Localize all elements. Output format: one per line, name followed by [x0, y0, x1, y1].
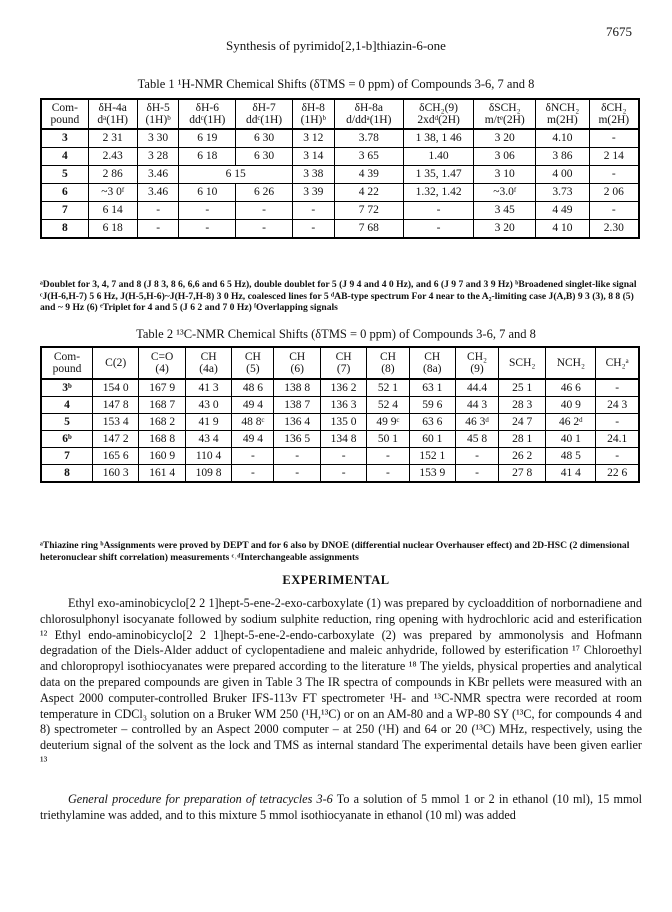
table2-cell: 27 8 [499, 465, 546, 483]
table1 [40, 98, 640, 239]
table1-cell: 3 12 [292, 129, 334, 148]
table2-cell: - [232, 448, 274, 465]
table2-cell: 160 3 [93, 465, 139, 483]
table1-cell: - [292, 202, 334, 220]
table2-cell: 167 9 [139, 379, 185, 397]
table1-cell: 6 26 [236, 184, 293, 202]
table2-row [41, 431, 639, 448]
table2-cell: 44.4 [455, 379, 498, 397]
table1-cell: ~3.0ᶠ [474, 184, 536, 202]
table1-cell: 3 20 [474, 220, 536, 239]
table1-header-cell: δH-8 (1H)ᵇ [292, 99, 334, 129]
table2-row [41, 397, 639, 414]
table1-cell: 3 38 [292, 166, 334, 184]
table2-header-cell: CH (6) [274, 347, 320, 379]
table1-cell: 3.73 [536, 184, 589, 202]
table2-cell: 168 7 [139, 397, 185, 414]
table2-cell: - [455, 465, 498, 483]
table2-cell: 28 3 [499, 397, 546, 414]
table2-cell: 46 3ᵈ [455, 414, 498, 431]
table2-cell: 168 8 [139, 431, 185, 448]
table1-cell: 3.78 [334, 129, 403, 148]
table1-cell: 2 86 [88, 166, 137, 184]
table2-cell: 161 4 [139, 465, 185, 483]
table2-cell: 24 7 [499, 414, 546, 431]
table2-cell: 48 6 [232, 379, 274, 397]
table1-cell: 1.32, 1.42 [403, 184, 473, 202]
table1-cell: 3 [41, 129, 88, 148]
table1-cell: 6 30 [236, 129, 293, 148]
table2-cell: 52 1 [367, 379, 409, 397]
table2-cell: 147 8 [93, 397, 139, 414]
table1-cell: 1 35, 1.47 [403, 166, 473, 184]
table1-cell: - [137, 202, 179, 220]
table1-row [41, 184, 639, 202]
table1-cell: - [137, 220, 179, 239]
table2-cell: - [274, 465, 320, 483]
table1-cell: 3.46 [137, 184, 179, 202]
table1-cell: 3 20 [474, 129, 536, 148]
table1-cell: - [589, 166, 639, 184]
table2-cell: 168 2 [139, 414, 185, 431]
table2-cell: - [367, 465, 409, 483]
table1-cell: 4 10 [536, 220, 589, 239]
table1-cell: 3 65 [334, 148, 403, 166]
table2-cell: 136 3 [320, 397, 366, 414]
table2-cell: - [367, 448, 409, 465]
table1-cell: 6 10 [179, 184, 236, 202]
table1-header-cell: δSCH₂ m/tᵉ(2H) [474, 99, 536, 129]
table1-cell: 6 18 [179, 148, 236, 166]
table1-cell: - [236, 202, 293, 220]
table1-header-row [41, 99, 639, 129]
table1-cell: 3 86 [536, 148, 589, 166]
table1-footnote: ᵃDoublet for 3, 4, 7 and 8 (J 8 3, 8 6, 6,6 and 6 5 Hz), double doublet for 5 (J 9 4 and 4 0 Hz), and 6 (J 9 7 and 3 9 Hz) ᵇBroadened singlet-like signal ᶜJ(H-6,H-7) 5 6 Hz, J(H-5,H-6)~J(H-7,H-8) 3 0 Hz, coalesced lines for 5 ᵈAB-type spectrum For 4 near to the A₂-limiting case J(A,B) 9 3 (3), 8 8 (5) and ~ 9 Hz (6) ᵉTriplet for 4 and 5 (J 6 2 and 7 0 Hz) ᶠOverlapping signals [40, 279, 637, 313]
table1-cell: 6 19 [179, 129, 236, 148]
table2-cell: 63 1 [409, 379, 455, 397]
table1-cell: 6 15 [179, 166, 292, 184]
table2-cell: 153 4 [93, 414, 139, 431]
table2-cell: 24 3 [596, 397, 639, 414]
table2-cell: 41 9 [185, 414, 231, 431]
table2-cell: 110 4 [185, 448, 231, 465]
table1-cell: 1.40 [403, 148, 473, 166]
table1-cell: - [589, 202, 639, 220]
table2-cell: - [232, 465, 274, 483]
table2-cell: 49 4 [232, 431, 274, 448]
table1-cell: 3 45 [474, 202, 536, 220]
table1-cell: - [179, 220, 236, 239]
table2-cell: 3ᵇ [41, 379, 93, 397]
table2-cell: 109 8 [185, 465, 231, 483]
table2-cell: 165 6 [93, 448, 139, 465]
table2-cell: 50 1 [367, 431, 409, 448]
table1-header-cell: Com- pound [41, 99, 88, 129]
table1-header-cell: δCH₂(9) 2xdᵈ(2H) [403, 99, 473, 129]
table1-cell: - [403, 220, 473, 239]
table2-cell: 6ᵇ [41, 431, 93, 448]
running-head: Synthesis of pyrimido[2,1-b]thiazin-6-one [226, 38, 446, 53]
table1-cell: - [403, 202, 473, 220]
table2-cell: 28 1 [499, 431, 546, 448]
table1-header-cell: δH-5 (1H)ᵇ [137, 99, 179, 129]
table2-cell: 48 8ᶜ [232, 414, 274, 431]
table2-cell: 4 [41, 397, 93, 414]
table1-cell: 4 00 [536, 166, 589, 184]
table2-cell: 24.1 [596, 431, 639, 448]
table1-cell: ~3 0ᶠ [88, 184, 137, 202]
procedure-text: To a solution of 5 mmol 1 or 2 in ethanol (10 ml), 15 mmol triethylamine was added, and to this mixture 5 mmol isothiocyanate in ethanol (10 ml) was added [40, 792, 643, 822]
table2-row [41, 465, 639, 483]
table2-cell: 41 4 [546, 465, 596, 483]
table2-cell: 135 0 [320, 414, 366, 431]
table2 [40, 346, 640, 483]
table2-cell: - [596, 448, 639, 465]
table2-cell: 22 6 [596, 465, 639, 483]
table2-caption: Table 2 ¹³C-NMR Chemical Shifts (δTMS = 0 ppm) of Compounds 3-6, 7 and 8 [136, 327, 536, 341]
table2-footnote: ᵃThiazine ring ᵇAssignments were proved by DEPT and for 6 also by DNOE (differential nuclear Overhauser effect) and 2D-HSC (2 dimensional heteronuclear shift correlation) measurements ᶜ˒ᵈInterchangeable assignments [40, 540, 630, 563]
table1-cell: - [236, 220, 293, 239]
table2-cell: 46 6 [546, 379, 596, 397]
table1-cell: 3 39 [292, 184, 334, 202]
table1-cell: 7 68 [334, 220, 403, 239]
table2-header-cell: CH₂ᵃ [596, 347, 639, 379]
table2-cell: 43 0 [185, 397, 231, 414]
table1-cell: 6 14 [88, 202, 137, 220]
table1-caption: Table 1 ¹H-NMR Chemical Shifts (δTMS = 0 ppm) of Compounds 3-6, 7 and 8 [137, 77, 535, 91]
table2-cell: 136 2 [320, 379, 366, 397]
table2-cell: 44 3 [455, 397, 498, 414]
table2-header-cell: CH (8a) [409, 347, 455, 379]
table2-cell: 49 4 [232, 397, 274, 414]
table1-cell: 7 72 [334, 202, 403, 220]
table2-cell: 5 [41, 414, 93, 431]
table2-cell: 147 2 [93, 431, 139, 448]
table2-cell: 138 8 [274, 379, 320, 397]
page-number: 7675 [606, 24, 632, 39]
table1-cell: - [179, 202, 236, 220]
table1-cell: 3.46 [137, 166, 179, 184]
table1-header-cell: δCH₂ m(2H) [589, 99, 639, 129]
table2-cell: 26 2 [499, 448, 546, 465]
table2-cell: 134 8 [320, 431, 366, 448]
table2-cell: 40 1 [546, 431, 596, 448]
table2-header-row [41, 347, 639, 379]
table2-cell: - [596, 414, 639, 431]
table1-header-cell: δH-6 ddᶜ(1H) [179, 99, 236, 129]
table2-header-cell: C(2) [93, 347, 139, 379]
table2-header-cell: NCH₂ [546, 347, 596, 379]
table2-cell: 59 6 [409, 397, 455, 414]
table1-cell: 3 06 [474, 148, 536, 166]
table2-header-cell: CH (7) [320, 347, 366, 379]
table1-cell: 2.43 [88, 148, 137, 166]
table1-cell: 7 [41, 202, 88, 220]
table2-cell: 60 1 [409, 431, 455, 448]
paragraph-experimental: Ethyl exo-aminobicyclo[2 2 1]hept-5-ene-2-exo-carboxylate (1) was prepared by cycloaddition of norbornadiene and chlorosulphonyl isocyanate followed by sodium sulphite reduction, ring opening with hydrochloric acid and esterification ¹² Ethyl endo-aminobicyclo[2 2 1]hept-5-ene-2-endo-carboxylate (2) was prepared by ammonolysis and Hofmann degradation of the Diels-Alder adduct of cyclopentadiene and maleic anhydride, followed by esterification ¹⁷ Chloroethyl and chloropropyl isothiocyanates were prepared according to the literature ¹⁸ The yields, physical properties and analytical data on the prepared compounds are given in Table 3 The IR spectra of compounds in KBr pellets were measured with an Aspect 2000 computer-controlled Bruker IFS-113v FT spectrometer ¹H- and ¹³C-NMR spectra were recorded at room temperature in CDCl₃ solution on a Bruker WM 250 (¹H,¹³C) or on an AM-80 and a WP-80 SY (¹³C, for compounds 4 and 8) spectrometer – controlled by an Aspect 2000 computer – at 250 (¹H) and 64 or 20 (¹³C) MHz, respectively, using the deuterium signal of the solvent as the lock and TMS as internal standard The experimental details have been given earlier ¹³ [40, 596, 642, 768]
table1-row [41, 220, 639, 239]
table1-header-cell: δNCH₂ m(2H) [536, 99, 589, 129]
table2-cell: 136 4 [274, 414, 320, 431]
table1-cell: 6 18 [88, 220, 137, 239]
table1-row [41, 166, 639, 184]
paragraph-general-procedure [40, 792, 642, 824]
table1-cell: 4 [41, 148, 88, 166]
table1-cell: 4.10 [536, 129, 589, 148]
table1-cell: - [292, 220, 334, 239]
table2-cell: 160 9 [139, 448, 185, 465]
table1-cell: 8 [41, 220, 88, 239]
table1-header-cell: δH-4a dᵃ(1H) [88, 99, 137, 129]
table2-header-cell: CH₂ (9) [455, 347, 498, 379]
table1-cell: 3 14 [292, 148, 334, 166]
table2-cell: 43 4 [185, 431, 231, 448]
table2-cell: - [455, 448, 498, 465]
table2-cell: 7 [41, 448, 93, 465]
table2-cell: 46 2ᵈ [546, 414, 596, 431]
table1-header-cell: δH-7 ddᶜ(1H) [236, 99, 293, 129]
table2-row [41, 414, 639, 431]
table2-row [41, 448, 639, 465]
table2-cell: 63 6 [409, 414, 455, 431]
table2-header-cell: C=O (4) [139, 347, 185, 379]
table2-cell: 25 1 [499, 379, 546, 397]
table2-cell: 154 0 [93, 379, 139, 397]
table1-cell: 6 30 [236, 148, 293, 166]
table1-cell: 2 14 [589, 148, 639, 166]
table1-cell: 6 [41, 184, 88, 202]
table2-cell: 48 5 [546, 448, 596, 465]
table2-header-cell: CH (8) [367, 347, 409, 379]
section-heading: EXPERIMENTAL [282, 573, 390, 587]
table1-cell: 3 10 [474, 166, 536, 184]
table2-cell: 152 1 [409, 448, 455, 465]
table1-cell: - [589, 129, 639, 148]
table1-cell: 2 31 [88, 129, 137, 148]
table1-row [41, 148, 639, 166]
table1-header-cell: δH-8a d/ddᵃ(1H) [334, 99, 403, 129]
table2-cell: 45 8 [455, 431, 498, 448]
table2-cell: - [274, 448, 320, 465]
table1-cell: 2 06 [589, 184, 639, 202]
table2-cell: - [320, 465, 366, 483]
table1-cell: 5 [41, 166, 88, 184]
table2-cell: 40 9 [546, 397, 596, 414]
table2-cell: 138 7 [274, 397, 320, 414]
table1-row [41, 202, 639, 220]
table2-cell: 153 9 [409, 465, 455, 483]
table2-cell: 41 3 [185, 379, 231, 397]
table1-cell: 2.30 [589, 220, 639, 239]
table1-cell: 4 22 [334, 184, 403, 202]
table2-cell: - [320, 448, 366, 465]
table1-cell: 1 38, 1 46 [403, 129, 473, 148]
table2-cell: 49 9ᶜ [367, 414, 409, 431]
table2-header-cell: CH (5) [232, 347, 274, 379]
table2-header-cell: SCH₂ [499, 347, 546, 379]
procedure-lead: General procedure for preparation of tetracycles 3-6 [68, 792, 333, 806]
table2-header-cell: Com- pound [41, 347, 93, 379]
table1-cell: 4 49 [536, 202, 589, 220]
table2-cell: 8 [41, 465, 93, 483]
table2-cell: 52 4 [367, 397, 409, 414]
table1-cell: 3 30 [137, 129, 179, 148]
table2-row [41, 379, 639, 397]
table1-cell: 4 39 [334, 166, 403, 184]
table2-cell: - [596, 379, 639, 397]
table2-header-cell: CH (4a) [185, 347, 231, 379]
table2-cell: 136 5 [274, 431, 320, 448]
table1-row [41, 129, 639, 148]
table1-cell: 3 28 [137, 148, 179, 166]
